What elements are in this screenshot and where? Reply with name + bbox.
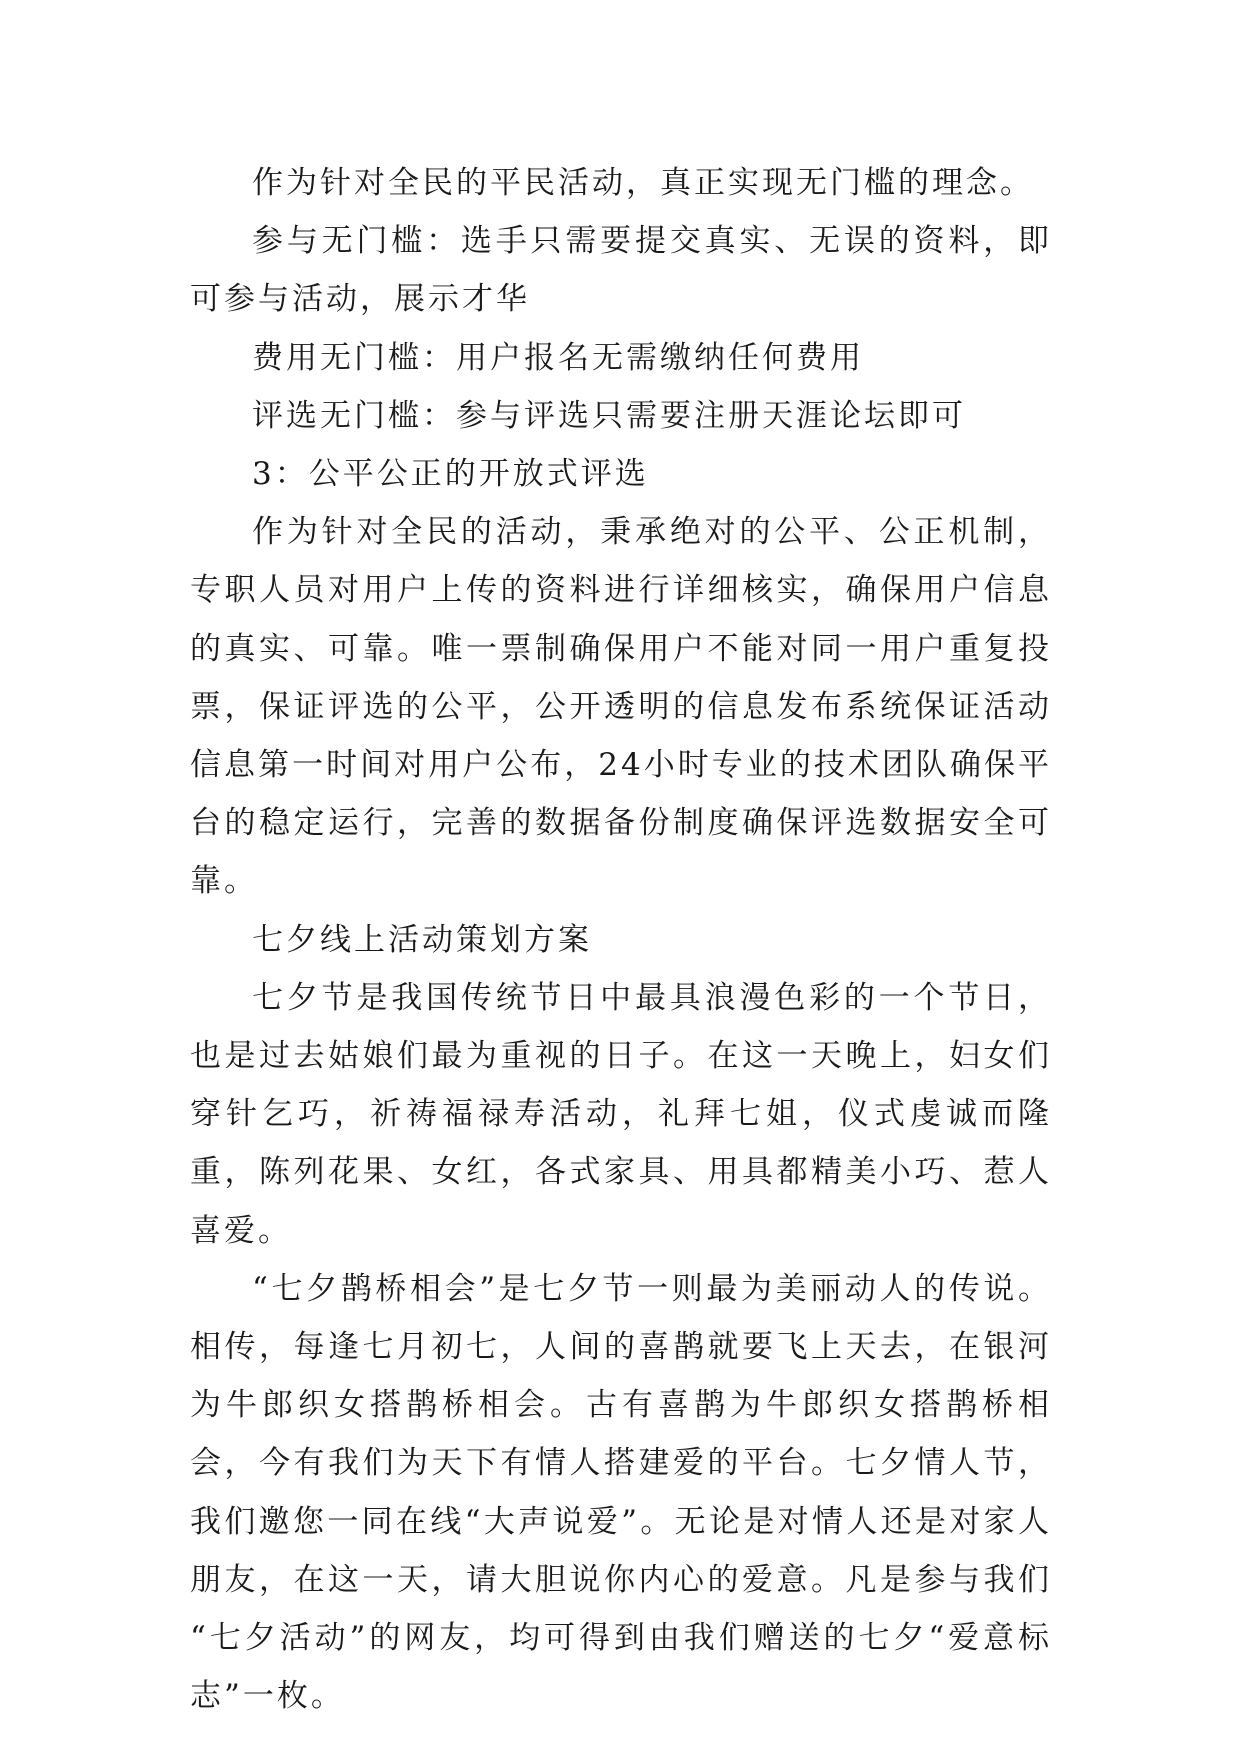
paragraph: “七夕鹊桥相会”是七夕节一则最为美丽动人的传说。相传，每逢七月初七，人间的喜鹊就要飞上天去，在银河为牛郎织女搭鹊桥相会。古有喜鹊为牛郎织女搭鹊桥相会，今有我们为天下有情人搭建爱的平台。七夕情人节，我们邀您一同在线“大声说爱”。无论是对情人还是对家人朋友，在这一天，请大胆说你内心的爱意。凡是参与我们 “七夕活动”的网友，均可得到由我们赠送的七夕“爱意标志”一枚。 bbox=[190, 1270, 1052, 1715]
paragraph: 参与无门槛：选手只需要提交真实、无误的资料，即可参与活动，展示才华 bbox=[190, 223, 1052, 318]
document-page bbox=[190, 154, 1052, 1725]
section-heading: 3：公平公正的开放式评选 bbox=[252, 456, 649, 493]
paragraph: 评选无门槛：参与评选只需要注册天涯论坛即可 bbox=[252, 397, 966, 434]
paragraph: 作为针对全民的活动，秉承绝对的公平、公正机制，专职人员对用户上传的资料进行详细核实，确保用户信息的真实、可靠。唯一票制确保用户不能对同一用户重复投票，保证评选的公平，公开透明的信息发布系统保证活动信息第一时间对用户公布，24小时专业的技术团队确保平台的稳定运行，完善的数据备份制度确保评选数据安全可靠。 bbox=[190, 514, 1052, 900]
section-heading: 七夕线上活动策划方案 bbox=[252, 921, 592, 958]
paragraph: 费用无门槛：用户报名无需缴纳任何费用 bbox=[252, 339, 864, 376]
paragraph: 七夕节是我国传统节日中最具浪漫色彩的一个节日，也是过去姑娘们最为重视的日子。在这一天晚上，妇女们穿针乞巧，祈祷福禄寿活动，礼拜七姐，仪式虔诚而隆重，陈列花果、女红，各式家具、用具都精美小巧、惹人喜爱。 bbox=[190, 979, 1052, 1249]
paragraph: 作为针对全民的平民活动，真正实现无门槛的理念。 bbox=[252, 165, 1034, 201]
